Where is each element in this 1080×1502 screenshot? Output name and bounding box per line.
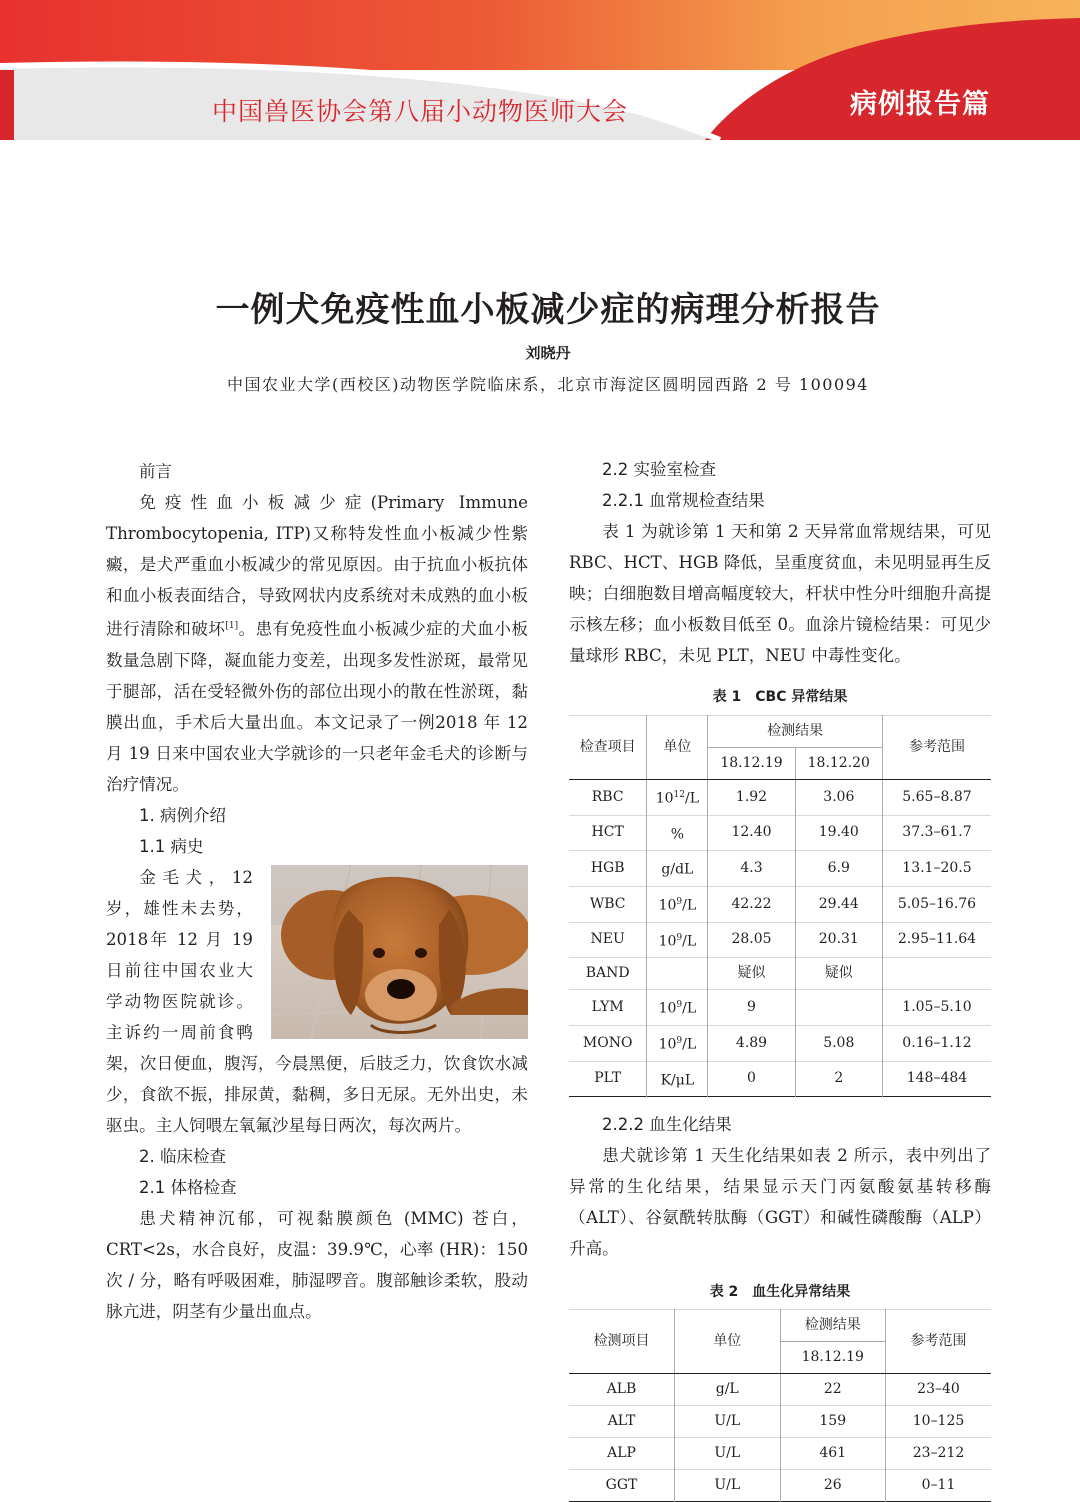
dog-photo [271,865,528,1039]
cbc-unit [647,1061,708,1097]
cbc-item: WBC [569,886,647,922]
cbc-value-day1: 4.3 [708,851,795,887]
bio-item: ALT [569,1406,675,1438]
bio-reference: 10–125 [886,1406,992,1438]
cbc-value-day1: 疑似 [708,958,795,990]
cbc-item: RBC [569,780,647,816]
cbc-value-day2: 3.06 [795,780,882,816]
th-unit: 单位 [647,716,708,780]
cbc-paragraph: 表 1 为就诊第 1 天和第 2 天异常血常规结果，可见 RBC、HCT、HGB 降低，呈重度贫血，未见明显再生反映；白细胞数目增高幅度较大，杆状中性分叶细胞升高提示核左移；血小板数目低至 0。血涂片镜检结果：可见少量球形 RBC，未见 PLT，NEU 中毒性变化。 [569,522,991,665]
biochem-table-row [569,1374,991,1406]
cbc-unit [647,922,708,958]
cbc-reference: 0.16–1.12 [882,1025,991,1061]
golden-retriever-image [271,865,528,1039]
th-result: 检测结果 [708,716,883,748]
section-heading-2-1: 2.1 体格检查 [139,1177,237,1197]
cbc-unit-tail: /L [682,897,697,914]
biochem-paragraph: 患犬就诊第 1 天生化结果如表 2 所示，表中列出了异常的生化结果，结果显示天门丙氨酸氨基转移酶（ALT）、谷氨酰转肽酶（GGT）和碱性磷酸酶（ALP）升高。 [569,1146,991,1259]
biochem-table-row [569,1470,991,1502]
section-label: 病例报告篇 [850,89,990,120]
cbc-value-day1: 4.89 [708,1025,795,1061]
affiliation: 中国农业大学(西校区)动物医学院临床系，北京市海淀区圆明园西路 2 号 100094 [226,375,869,394]
cbc-table-row [569,886,991,922]
th2-unit: 单位 [675,1310,781,1374]
cbc-unit-tail: /L [684,790,699,807]
section-heading-1-1: 1.1 病史 [139,836,204,856]
th-item: 检查项目 [569,716,647,780]
cbc-item: BAND [569,958,647,990]
bio-reference: 23–40 [886,1374,992,1406]
th2-result: 检测结果 [780,1310,886,1342]
cbc-reference: 5.05–16.76 [882,886,991,922]
cbc-value-day2: 疑似 [795,958,882,990]
cbc-unit-base: 10 [658,897,677,914]
cbc-unit [647,958,708,990]
preface-text: 免疫性血小板减少症(Primary Immune Thrombocytopenia, ITP)又称特发性血小板减少性紫癜，是犬严重血小板减少的常见原因。由于抗血小板抗体和血小板表面结合，导致网状内皮系统对未成熟的血小板进行清除和破坏 [106,493,528,639]
cbc-item: PLT [569,1061,647,1097]
cbc-item: MONO [569,1025,647,1061]
header-banner [0,0,1080,140]
cbc-unit [647,780,708,816]
bio-reference: 23–212 [886,1438,992,1470]
cbc-unit [647,990,708,1026]
cbc-item: HGB [569,851,647,887]
cbc-value-day2: 20.31 [795,922,882,958]
cbc-value-day1: 12.40 [708,815,795,851]
history-paragraph: 金毛犬，12 岁，雄性未去势，2018年 12 月 19 日前往中国农业大学动物医院就诊。主诉约一周前食鸭架，次日便血，腹泻，今晨黑便，后肢乏力，饮食饮水减少，食欲不振，排尿黄，黏稠，多日无尿。无外出史，未驱虫。主人饲喂左氧氟沙星每日两次，每次两片。 [106,867,528,1135]
cbc-item: NEU [569,922,647,958]
cbc-reference: 2.95–11.64 [882,922,991,958]
bio-item: ALB [569,1374,675,1406]
bio-item: ALP [569,1438,675,1470]
preface-heading: 前言 [139,462,172,481]
preface-text-tail: 。患有免疫性血小板减少症的犬血小板数量急剧下降，凝血能力变差，出现多发性淤斑，最常见于腿部，活在受轻微外伤的部位出现小的散在性淤斑，黏膜出血，手术后大量出血。本文记录了一例2018 年 12 月 19 日来中国农业大学就诊的一只老年金毛犬的诊断与治疗情况。 [106,619,529,794]
exam-paragraph: 患犬精神沉郁，可视黏膜颜色 (MMC) 苍白，CRT<2s，水合良好，皮温：39.9℃，心率 (HR)：150 次 / 分，略有呼吸困难，肺湿啰音。腹部触诊柔软，股动脉亢进，阴茎有少量出血点。 [106,1208,528,1321]
cbc-table-row [569,1025,991,1061]
author: 刘晓丹 [525,344,571,362]
cbc-value-day1: 0 [708,1061,795,1097]
cbc-unit [647,886,708,922]
bio-reference: 0–11 [886,1470,992,1502]
preface-paragraph [106,487,528,800]
cbc-value-day1: 1.92 [708,780,795,816]
bio-unit: U/L [675,1438,781,1470]
th-date2: 18.12.20 [795,748,882,780]
cbc-unit-exp: 12 [673,790,685,800]
cbc-unit [647,815,708,851]
bio-unit: U/L [675,1470,781,1502]
cbc-unit [647,1025,708,1061]
reference-mark: [1] [225,621,239,631]
cbc-unit-base: 10 [655,790,674,807]
cbc-unit-tail: /L [682,933,697,950]
cbc-unit-exp: 9 [676,1000,683,1011]
th2-date1: 18.12.19 [780,1342,886,1374]
th2-ref: 参考范围 [886,1310,992,1374]
cbc-table-row [569,780,991,816]
biochem-table-row [569,1406,991,1438]
cbc-unit-exp: 9 [676,932,683,943]
th-ref: 参考范围 [882,716,991,780]
left-column [106,456,528,1327]
cbc-reference: 148–484 [882,1061,991,1097]
cbc-value-day1: 9 [708,990,795,1026]
article-title: 一例犬免疫性血小板减少症的病理分析报告 [215,290,881,330]
cbc-table-row [569,815,991,851]
cbc-value-day2: 6.9 [795,851,882,887]
cbc-item: LYM [569,990,647,1026]
cbc-unit-base: K/μL [660,1072,695,1089]
section-heading-2-2-1: 2.2.1 血常规检查结果 [602,491,765,510]
bio-value: 159 [780,1406,886,1438]
bio-item: GGT [569,1470,675,1502]
cbc-unit-base: % [670,826,685,843]
cbc-table-row [569,958,991,990]
cbc-table-row [569,1061,991,1097]
section-heading-2-2: 2.2 实验室检查 [602,460,716,479]
right-column [569,454,991,1502]
cbc-reference: 1.05–5.10 [882,990,991,1026]
cbc-unit-base: 10 [658,933,677,950]
cbc-item: HCT [569,815,647,851]
cbc-table [569,715,991,1097]
cbc-table-body [569,780,991,1097]
cbc-value-day1: 42.22 [708,886,795,922]
section-heading-2: 2. 临床检查 [139,1146,226,1166]
cbc-unit-base: 10 [658,1036,677,1053]
cbc-unit-base: 10 [658,1000,677,1017]
cbc-table-row [569,851,991,887]
bio-value: 22 [780,1374,886,1406]
cbc-unit-tail: /L [682,1036,697,1053]
cbc-unit [647,851,708,887]
bio-value: 461 [780,1438,886,1470]
cbc-table-row [569,922,991,958]
th2-item: 检测项目 [569,1310,675,1374]
cbc-value-day1: 28.05 [708,922,795,958]
conference-title: 中国兽医协会第八届小动物医师大会 [212,97,629,126]
cbc-reference: 37.3–61.7 [882,815,991,851]
th-date1: 18.12.19 [708,748,795,780]
section-heading-1: 1. 病例介绍 [139,805,226,825]
section-heading-2-2-2: 2.2.2 血生化结果 [602,1115,732,1135]
biochem-table [569,1309,991,1502]
cbc-value-day2: 2 [795,1061,882,1097]
cbc-value-day2 [795,990,882,1026]
table1-caption: 表 1 CBC 异常结果 [712,689,848,705]
cbc-unit-exp: 9 [676,1035,683,1046]
cbc-unit-base: g/dL [661,861,694,878]
bio-value: 26 [780,1470,886,1502]
cbc-unit-exp: 9 [676,896,683,907]
biochem-table-body [569,1374,991,1502]
cbc-reference [882,958,991,990]
cbc-reference: 5.65–8.87 [882,780,991,816]
cbc-value-day2: 19.40 [795,815,882,851]
cbc-reference: 13.1–20.5 [882,851,991,887]
cbc-value-day2: 29.44 [795,886,882,922]
cbc-unit-tail: /L [682,1000,697,1017]
biochem-table-row [569,1438,991,1470]
bio-unit: U/L [675,1406,781,1438]
bio-unit: g/L [675,1374,781,1406]
cbc-table-row [569,990,991,1026]
table2-caption: 表 2 血生化异常结果 [709,1284,851,1301]
cbc-value-day2: 5.08 [795,1025,882,1061]
